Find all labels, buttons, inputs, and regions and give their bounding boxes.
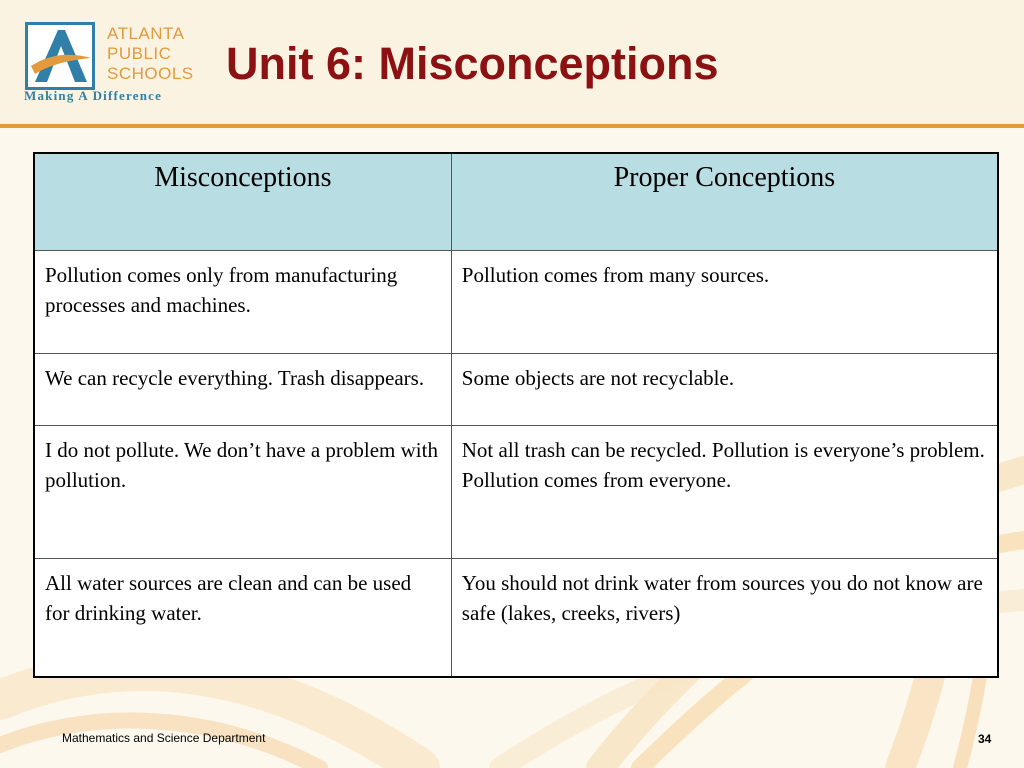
table-row xyxy=(34,426,998,559)
proper-conception-cell: Not all trash can be recycled. Pollution is everyone’s problem. Pollution comes from everyone. xyxy=(451,426,998,559)
footer-department: Mathematics and Science Department xyxy=(62,731,266,745)
column-header-misconceptions: Misconceptions xyxy=(34,153,451,251)
logo-text-schools: SCHOOLS xyxy=(107,64,194,83)
atlanta-public-schools-logo xyxy=(22,20,204,108)
logo-text-public: PUBLIC xyxy=(107,44,172,63)
column-header-proper-conceptions: Proper Conceptions xyxy=(451,153,998,251)
proper-conception-cell: Pollution comes from many sources. xyxy=(451,251,998,354)
proper-conception-cell: You should not drink water from sources you do not know are safe (lakes, creeks, rivers) xyxy=(451,559,998,677)
misconception-cell: We can recycle everything. Trash disappears. xyxy=(34,354,451,426)
atlanta-a-logo-icon xyxy=(25,22,95,90)
misconception-cell: I do not pollute. We don’t have a problem with pollution. xyxy=(34,426,451,559)
misconception-cell: Pollution comes only from manufacturing processes and machines. xyxy=(34,251,451,354)
table-row xyxy=(34,354,998,426)
logo-text-atlanta: ATLANTA xyxy=(107,24,185,43)
header-divider xyxy=(0,124,1024,128)
table-row xyxy=(34,251,998,354)
logo-tagline: Making A Difference xyxy=(24,88,163,103)
table-header-row xyxy=(34,153,998,251)
misconceptions-table xyxy=(33,152,999,678)
misconception-cell: All water sources are clean and can be used for drinking water. xyxy=(34,559,451,677)
page-number: 34 xyxy=(978,732,992,746)
table-row xyxy=(34,559,998,677)
slide-title: Unit 6: Misconceptions xyxy=(226,38,719,89)
proper-conception-cell: Some objects are not recyclable. xyxy=(451,354,998,426)
